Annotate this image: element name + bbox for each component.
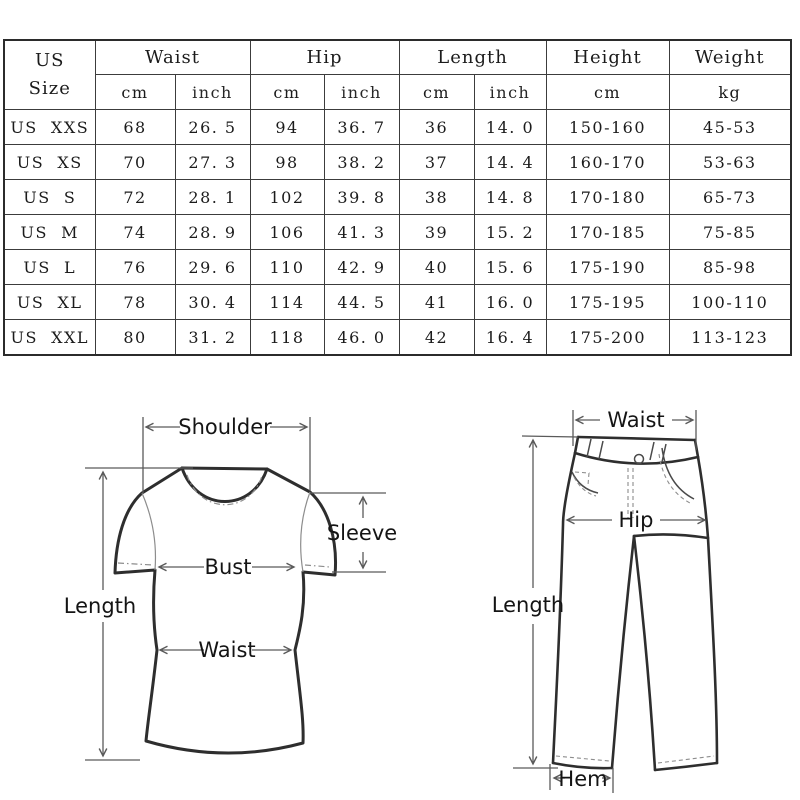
pants-length-ext-top xyxy=(522,436,578,437)
size-chart-cell-hip_cm: 102 xyxy=(250,180,324,215)
size-chart-cell-hip_cm: 114 xyxy=(250,285,324,320)
pants-labels xyxy=(492,408,665,791)
size-chart-cell-hip_inch: 44. 5 xyxy=(324,285,399,320)
size-chart-row xyxy=(4,215,791,250)
size-chart-cell-size: US XXS xyxy=(4,110,95,145)
size-chart-row xyxy=(4,285,791,320)
size-chart-cell-height_cm: 170-180 xyxy=(546,180,669,215)
size-chart-cell-height_cm: 150-160 xyxy=(546,110,669,145)
size-chart-cell-length_inch: 15. 2 xyxy=(474,215,546,250)
size-chart-cell-waist_inch: 27. 3 xyxy=(175,145,250,180)
size-chart-row xyxy=(4,145,791,180)
tshirt-length-label: Length xyxy=(63,594,137,618)
size-chart-cell-waist_cm: 74 xyxy=(95,215,175,250)
size-chart-cell-weight_kg: 85-98 xyxy=(669,250,791,285)
size-chart-body xyxy=(4,110,791,356)
pants-length-label: Length xyxy=(491,593,565,617)
size-chart-cell-waist_inch: 28. 1 xyxy=(175,180,250,215)
size-chart-cell-length_inch: 14. 0 xyxy=(474,110,546,145)
unit-hip-cm: cm xyxy=(250,75,324,110)
size-chart-cell-waist_cm: 72 xyxy=(95,180,175,215)
size-chart-cell-weight_kg: 113-123 xyxy=(669,320,791,356)
size-chart-cell-waist_inch: 26. 5 xyxy=(175,110,250,145)
size-chart-cell-length_inch: 16. 0 xyxy=(474,285,546,320)
pants-waistband-left-edge xyxy=(575,437,578,453)
pocket-right xyxy=(662,448,694,499)
size-chart-cell-waist_cm: 70 xyxy=(95,145,175,180)
pants-hip-label: Hip xyxy=(618,508,654,532)
size-chart-cell-weight_kg: 75-85 xyxy=(669,215,791,250)
tshirt-diagram xyxy=(60,390,400,800)
size-chart-cell-hip_inch: 36. 7 xyxy=(324,110,399,145)
size-chart-cell-waist_cm: 76 xyxy=(95,250,175,285)
unit-waist-inch: inch xyxy=(175,75,250,110)
size-chart-cell-waist_inch: 29. 6 xyxy=(175,250,250,285)
size-chart-cell-waist_cm: 68 xyxy=(95,110,175,145)
size-chart-cell-height_cm: 160-170 xyxy=(546,145,669,180)
header-row-groups xyxy=(4,40,791,75)
tshirt-armhole-left xyxy=(142,493,155,570)
pants-waistband-top xyxy=(578,437,695,440)
size-chart-cell-length_cm: 37 xyxy=(399,145,474,180)
size-chart-table xyxy=(3,39,792,356)
size-chart-cell-length_cm: 39 xyxy=(399,215,474,250)
size-chart-row xyxy=(4,110,791,145)
size-chart-cell-length_cm: 36 xyxy=(399,110,474,145)
tshirt-waist-label: Waist xyxy=(198,638,256,662)
pants-details xyxy=(556,439,714,763)
pants-button xyxy=(635,455,644,464)
col-header-us-size xyxy=(4,40,95,110)
size-chart-cell-length_cm: 41 xyxy=(399,285,474,320)
unit-length-cm: cm xyxy=(399,75,474,110)
size-chart-cell-length_cm: 42 xyxy=(399,320,474,356)
size-chart-cell-length_inch: 15. 6 xyxy=(474,250,546,285)
size-chart-row xyxy=(4,180,791,215)
tshirt-shoulder-label: Shoulder xyxy=(178,415,272,439)
hem-stitch-left xyxy=(556,756,609,761)
size-chart-cell-waist_inch: 28. 9 xyxy=(175,215,250,250)
size-chart-cell-hip_cm: 98 xyxy=(250,145,324,180)
unit-height-cm: cm xyxy=(546,75,669,110)
size-chart-cell-waist_cm: 78 xyxy=(95,285,175,320)
size-chart-cell-weight_kg: 100-110 xyxy=(669,285,791,320)
size-chart-cell-hip_cm: 94 xyxy=(250,110,324,145)
tshirt-cuff-stitch-right xyxy=(305,565,330,567)
size-chart-cell-waist_inch: 30. 4 xyxy=(175,285,250,320)
unit-hip-inch: inch xyxy=(324,75,399,110)
size-chart-cell-size: US XL xyxy=(4,285,95,320)
pants-right-hem-line xyxy=(655,763,717,770)
pants-diagram xyxy=(470,390,800,800)
hem-stitch-right xyxy=(658,756,714,763)
size-chart-cell-height_cm: 175-190 xyxy=(546,250,669,285)
tshirt-neckline xyxy=(182,468,267,502)
size-chart-cell-size: US S xyxy=(4,180,95,215)
size-chart-cell-hip_cm: 118 xyxy=(250,320,324,356)
size-chart-cell-hip_inch: 41. 3 xyxy=(324,215,399,250)
size-chart-cell-length_cm: 38 xyxy=(399,180,474,215)
size-chart-cell-size: US L xyxy=(4,250,95,285)
pants-left-inner-seam xyxy=(612,536,634,768)
size-chart-cell-hip_inch: 46. 0 xyxy=(324,320,399,356)
col-header-height: Height xyxy=(546,40,669,75)
col-header-length: Length xyxy=(399,40,546,75)
size-chart-row xyxy=(4,250,791,285)
size-chart-cell-height_cm: 175-195 xyxy=(546,285,669,320)
tshirt-labels xyxy=(64,415,397,662)
size-chart-cell-size: US M xyxy=(4,215,95,250)
pants-right-inner-seam xyxy=(634,536,655,770)
size-chart-cell-length_inch: 14. 8 xyxy=(474,180,546,215)
unit-weight-kg: kg xyxy=(669,75,791,110)
unit-waist-cm: cm xyxy=(95,75,175,110)
size-chart-cell-length_cm: 40 xyxy=(399,250,474,285)
size-chart-cell-length_inch: 14. 4 xyxy=(474,145,546,180)
size-chart-cell-length_inch: 16. 4 xyxy=(474,320,546,356)
us-size-line2: Size xyxy=(28,78,71,99)
tshirt-sleeve-label: Sleeve xyxy=(326,521,398,545)
size-chart-row xyxy=(4,320,791,356)
pants-waist-label: Waist xyxy=(607,408,665,432)
size-chart-cell-height_cm: 175-200 xyxy=(546,320,669,356)
tshirt-bust-label: Bust xyxy=(204,555,252,579)
size-chart-cell-hip_inch: 39. 8 xyxy=(324,180,399,215)
pants-crotch-line xyxy=(634,534,708,538)
col-header-weight: Weight xyxy=(669,40,791,75)
size-chart-cell-size: US XXL xyxy=(4,320,95,356)
size-chart-cell-weight_kg: 53-63 xyxy=(669,145,791,180)
tshirt-cuff-stitch-left xyxy=(118,563,153,565)
unit-length-inch: inch xyxy=(474,75,546,110)
size-chart-cell-hip_inch: 38. 2 xyxy=(324,145,399,180)
size-chart-cell-hip_inch: 42. 9 xyxy=(324,250,399,285)
us-size-line1: US xyxy=(34,50,65,72)
pants-right-outer-seam xyxy=(698,457,717,763)
size-chart-cell-waist_inch: 31. 2 xyxy=(175,320,250,356)
tshirt-armhole-right xyxy=(301,492,310,572)
size-chart-cell-weight_kg: 65-73 xyxy=(669,180,791,215)
tshirt-back-collar-line xyxy=(182,468,267,469)
pants-outline xyxy=(553,437,717,770)
size-chart-cell-hip_cm: 110 xyxy=(250,250,324,285)
header-row-units xyxy=(4,75,791,110)
size-chart-cell-waist_cm: 80 xyxy=(95,320,175,356)
size-chart-cell-size: US XS xyxy=(4,145,95,180)
pants-hem-label: Hem xyxy=(558,767,608,791)
col-header-waist: Waist xyxy=(95,40,250,75)
coin-pocket xyxy=(575,472,589,485)
col-header-hip: Hip xyxy=(250,40,399,75)
size-chart-cell-weight_kg: 45-53 xyxy=(669,110,791,145)
size-chart-cell-hip_cm: 106 xyxy=(250,215,324,250)
size-chart-cell-height_cm: 170-185 xyxy=(546,215,669,250)
